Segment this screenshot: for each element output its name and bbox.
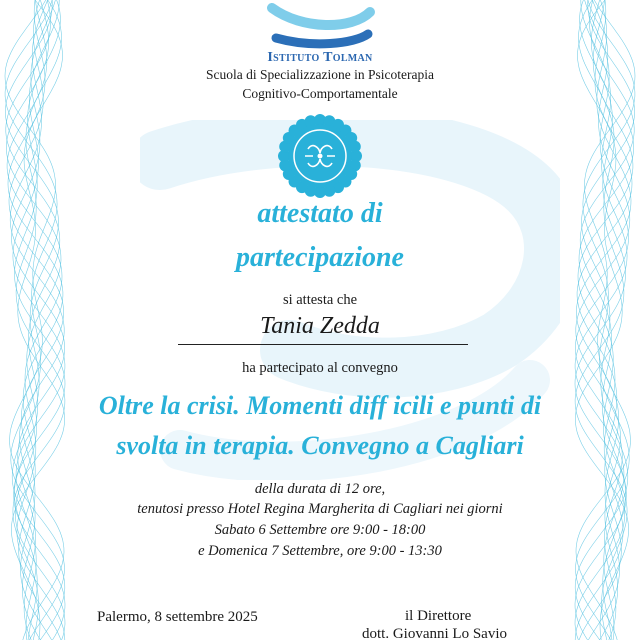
institute-subtitle-line1: Scuola di Specializzazione in Psicoterapia <box>206 67 434 82</box>
logo-swirl-icon <box>262 0 380 50</box>
participated-text: ha partecipato al convegno <box>242 360 398 376</box>
attests-text: si attesta che <box>282 292 358 308</box>
signer-role: il Direttore <box>405 608 472 624</box>
day2-text: e Domenica 7 Settembre, ore 9:00 - 13:30 <box>198 543 442 559</box>
certificate-title-line1: attestato di <box>257 198 383 229</box>
venue-text: tenutosi presso Hotel Regina Margherita di Cagliari nei giorni <box>137 501 503 517</box>
name-underline <box>178 344 468 345</box>
signer-name: dott. Giovanni Lo Savio <box>362 626 507 640</box>
place-date: Palermo, 8 settembre 2025 <box>97 609 258 625</box>
event-title-line1: Oltre la crisi. Momenti diff icili e punti di <box>98 391 542 420</box>
seal-icon <box>277 113 363 199</box>
institute-subtitle-line2: Cognitivo-Comportamentale <box>242 86 398 101</box>
certificate-title-line2: partecipazione <box>236 242 404 273</box>
participant-name: Tania Zedda <box>260 313 380 339</box>
day1-text: Sabato 6 Settembre ore 9:00 - 18:00 <box>214 522 426 538</box>
duration-text: della durata di 12 ore, <box>254 481 386 497</box>
event-title-line2: svolta in terapia. Convegno a Cagliari <box>116 431 524 460</box>
institute-name: Istituto Tolman <box>267 50 373 65</box>
